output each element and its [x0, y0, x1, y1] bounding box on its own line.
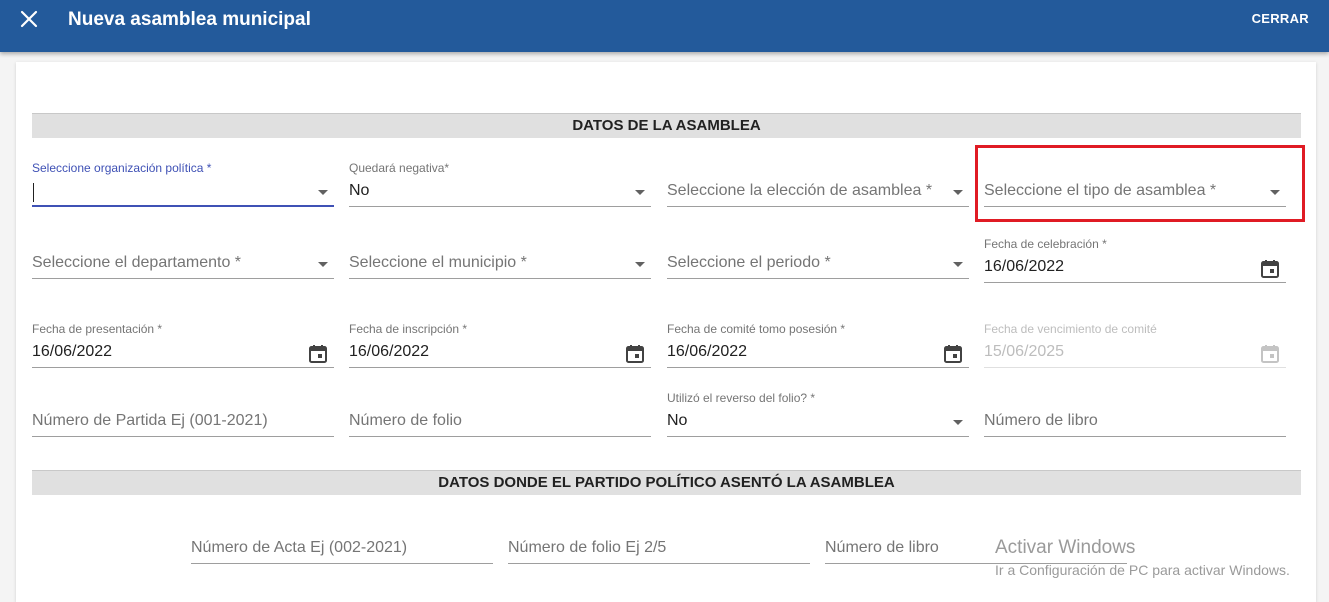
field-underline	[984, 367, 1286, 368]
departamento-select[interactable]	[32, 233, 334, 283]
municipio-select[interactable]	[349, 233, 651, 283]
field-value: 16/06/2022	[349, 343, 430, 360]
field-underline	[32, 367, 334, 368]
numero-acta-input[interactable]	[191, 518, 493, 568]
field-value: 16/06/2022	[32, 343, 113, 360]
field-underline	[349, 436, 651, 437]
field-value: 16/06/2022	[984, 258, 1065, 275]
field-label: Fecha de comité tomo posesión *	[667, 322, 846, 336]
field-label: Fecha de celebración *	[984, 237, 1107, 251]
calendar-icon[interactable]	[625, 344, 645, 364]
field-placeholder: Número de libro	[984, 412, 1098, 429]
dropdown-arrow-icon[interactable]	[953, 420, 963, 425]
field-underline	[191, 563, 493, 564]
calendar-icon[interactable]	[308, 344, 328, 364]
field-underline	[984, 282, 1286, 283]
dialog-title: Nueva asamblea municipal	[68, 9, 311, 30]
field-label: Seleccione organización política *	[32, 161, 212, 175]
calendar-icon	[1260, 344, 1280, 364]
field-underline	[32, 436, 334, 437]
windows-activation-watermark	[995, 537, 1290, 580]
field-underline	[667, 278, 969, 279]
dropdown-arrow-icon[interactable]	[318, 190, 328, 195]
fecha-presentacion-field[interactable]	[32, 322, 334, 372]
fecha-inscripcion-field[interactable]	[349, 322, 651, 372]
field-placeholder: Número de Partida Ej (001-2021)	[32, 412, 268, 429]
field-placeholder: Seleccione la elección de asamblea *	[667, 182, 933, 199]
highlight-box	[975, 145, 1305, 222]
field-underline	[667, 367, 969, 368]
field-underline	[984, 436, 1286, 437]
eleccion-asamblea-select[interactable]	[667, 161, 969, 211]
dropdown-arrow-icon[interactable]	[635, 190, 645, 195]
field-underline	[349, 278, 651, 279]
field-label: Fecha de presentación *	[32, 322, 163, 336]
field-value: No	[349, 182, 370, 199]
dropdown-arrow-icon[interactable]	[953, 262, 963, 267]
periodo-select[interactable]	[667, 233, 969, 283]
numero-partida-input[interactable]	[32, 391, 334, 441]
field-placeholder: Número de folio Ej 2/5	[508, 539, 667, 556]
field-underline	[349, 206, 651, 207]
cerrar-button[interactable]: CERRAR	[1251, 11, 1309, 26]
dropdown-arrow-icon[interactable]	[635, 262, 645, 267]
close-icon[interactable]	[18, 8, 40, 30]
fecha-comite-field[interactable]	[667, 322, 969, 372]
field-placeholder: Seleccione el periodo *	[667, 254, 831, 271]
field-underline	[667, 206, 969, 207]
field-label: Fecha de vencimiento de comité	[984, 322, 1157, 336]
calendar-icon[interactable]	[943, 344, 963, 364]
reverso-folio-select[interactable]	[667, 391, 969, 441]
top-app-bar	[0, 0, 1329, 52]
numero-folio-2-input[interactable]	[508, 518, 810, 568]
numero-folio-input[interactable]	[349, 391, 651, 441]
dropdown-arrow-icon[interactable]	[318, 262, 328, 267]
field-label: Quedará negativa*	[349, 161, 450, 175]
organizacion-politica-select[interactable]	[32, 161, 334, 211]
field-placeholder: Seleccione el tipo de asamblea *	[984, 182, 1217, 199]
fecha-vencimiento-field	[984, 322, 1286, 372]
field-placeholder: Número de folio	[349, 412, 462, 429]
field-label: Utilizó el reverso del folio? *	[667, 391, 816, 405]
numero-libro-input[interactable]	[984, 391, 1286, 441]
quedara-negativa-select[interactable]	[349, 161, 651, 211]
field-placeholder: Número de libro	[825, 539, 939, 556]
field-underline	[508, 563, 810, 564]
dropdown-arrow-icon[interactable]	[953, 190, 963, 195]
section-header-asamblea: DATOS DE LA ASAMBLEA	[32, 113, 1301, 138]
field-placeholder: Seleccione el departamento *	[32, 254, 242, 271]
field-underline	[349, 367, 651, 368]
watermark-title: Activar Windows	[995, 537, 1136, 558]
field-label: Fecha de inscripción *	[349, 322, 468, 336]
field-value: 15/06/2025	[984, 343, 1065, 360]
text-cursor	[33, 183, 34, 202]
section-header-partido: DATOS DONDE EL PARTIDO POLÍTICO ASENTÓ LA ASAMBLEA	[32, 470, 1301, 495]
watermark-subtitle: Ir a Configuración de PC para activar Windows.	[995, 562, 1290, 578]
field-underline	[32, 205, 334, 207]
field-value: 16/06/2022	[667, 343, 748, 360]
field-placeholder: Número de Acta Ej (002-2021)	[191, 539, 408, 556]
fecha-celebracion-field[interactable]	[984, 237, 1286, 287]
field-placeholder: Seleccione el municipio *	[349, 254, 527, 271]
field-underline	[32, 278, 334, 279]
field-underline	[667, 436, 969, 437]
calendar-icon[interactable]	[1260, 259, 1280, 279]
field-value: No	[667, 412, 688, 429]
